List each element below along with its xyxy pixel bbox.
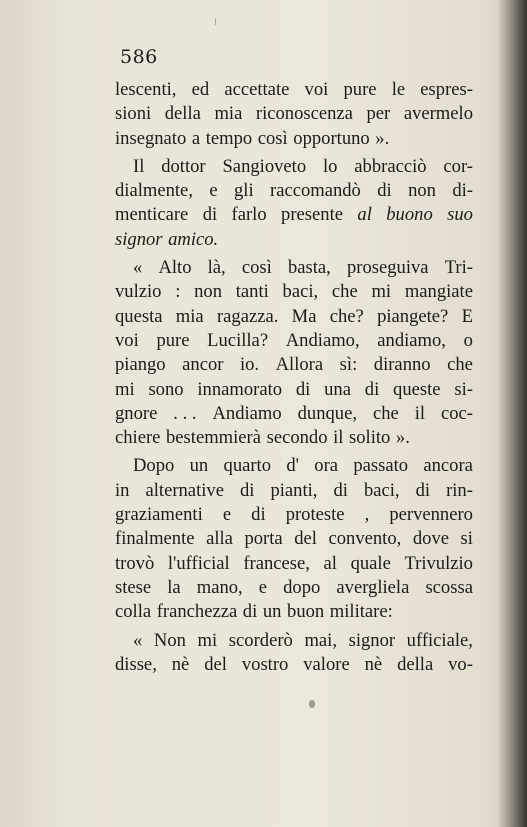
word: di	[242, 601, 258, 623]
word: mi	[115, 378, 135, 400]
word: buono	[386, 204, 433, 226]
word: dove	[412, 528, 449, 550]
text-line	[115, 280, 473, 304]
text-line	[115, 127, 473, 151]
word: mi	[371, 281, 392, 303]
word: chiere	[115, 427, 161, 449]
word: proseguiva	[346, 257, 429, 279]
word: di	[251, 504, 266, 526]
text-line	[115, 378, 473, 402]
word: Non	[153, 629, 186, 651]
word: bestemmierà	[166, 427, 261, 449]
word: così	[257, 127, 288, 149]
word: ».	[395, 427, 410, 449]
word: di	[239, 479, 255, 501]
word: avergliela	[336, 576, 410, 598]
word: «	[133, 629, 143, 651]
word: mano,	[196, 576, 243, 598]
word: graziamenti	[115, 504, 203, 526]
word: della	[164, 103, 201, 125]
word: piango	[115, 354, 166, 376]
word: dottor	[161, 155, 206, 177]
word: tempo	[205, 127, 253, 149]
margin-mark	[215, 18, 216, 25]
word: si-	[454, 378, 473, 400]
word: nè	[171, 653, 190, 675]
word: a	[191, 127, 201, 149]
word: opportuno	[293, 127, 370, 149]
word: militare:	[329, 601, 393, 623]
word: così	[241, 257, 272, 279]
word: e	[258, 576, 268, 598]
word: nè	[364, 653, 383, 675]
word: pianti,	[270, 479, 318, 501]
word: l'ufficial	[167, 552, 230, 574]
text-line	[115, 600, 473, 624]
word: innamorato	[197, 378, 283, 400]
word: che?	[329, 305, 364, 327]
word: cor-	[443, 155, 473, 177]
text-line	[115, 576, 473, 600]
text-line	[115, 503, 473, 527]
word: il	[414, 402, 426, 424]
word: ancora	[423, 455, 473, 477]
word: insegnato	[115, 127, 187, 149]
word: Andiamo,	[285, 329, 360, 351]
word: non	[408, 180, 436, 202]
word: al	[357, 204, 372, 226]
text-line	[115, 552, 473, 576]
word: mia	[214, 103, 243, 125]
word: ufficiale,	[406, 629, 473, 651]
text-line	[115, 179, 473, 203]
word: abbracciò	[354, 155, 427, 177]
word: rin-	[446, 479, 473, 501]
word: amico.	[168, 228, 219, 250]
page-number: 586	[120, 46, 158, 68]
word: baci,	[363, 479, 400, 501]
word: colla	[115, 601, 152, 623]
word: ancor	[182, 354, 224, 376]
word: di	[202, 204, 218, 226]
word: accettate	[224, 79, 290, 100]
word: io.	[239, 354, 260, 376]
word: buon	[287, 601, 325, 623]
word: sioni	[115, 103, 152, 125]
word: pure	[343, 79, 377, 100]
word: e	[222, 504, 232, 526]
word: andiamo,	[377, 329, 446, 351]
word: diranno	[373, 354, 431, 376]
text-line	[115, 479, 473, 503]
word: . . .	[173, 402, 197, 424]
word: per	[366, 103, 391, 125]
word: presente	[281, 204, 343, 226]
word: :	[175, 281, 181, 303]
text-line	[115, 155, 473, 179]
text-line	[115, 78, 473, 102]
word: là,	[207, 257, 226, 279]
word: vo-	[448, 653, 473, 675]
text-line	[115, 256, 473, 280]
word: signor	[115, 228, 163, 250]
word: disse,	[115, 653, 157, 675]
word: espres-	[420, 79, 473, 100]
text-line	[115, 329, 473, 353]
word: ,	[364, 504, 370, 526]
word: che	[331, 281, 358, 303]
word: trovò	[115, 552, 155, 574]
word: le	[391, 79, 406, 100]
word: del	[294, 528, 317, 550]
word: quale	[350, 552, 391, 574]
text-line	[115, 402, 473, 426]
word: raccomandò	[270, 180, 361, 202]
text-line	[115, 203, 473, 227]
word: tanti	[235, 281, 269, 303]
word: sono	[148, 378, 184, 400]
word: che	[372, 402, 399, 424]
word: del	[204, 653, 227, 675]
text-line	[115, 454, 473, 478]
text-line	[115, 228, 473, 252]
word: di-	[452, 180, 473, 202]
word: si	[460, 528, 473, 550]
text-line	[115, 305, 473, 329]
word: Ma	[291, 305, 317, 327]
word: secondo	[266, 427, 328, 449]
word: gnore	[115, 402, 158, 424]
word: e	[209, 180, 218, 202]
word: baci,	[282, 281, 319, 303]
word: o	[463, 329, 473, 351]
word: gli	[233, 180, 254, 202]
word: francese,	[243, 552, 310, 574]
ink-smudge	[309, 700, 315, 708]
word: Tri-	[444, 257, 473, 279]
word: finalmente	[115, 528, 195, 550]
word: una	[324, 378, 351, 400]
word: voi	[115, 329, 139, 351]
word: alternative	[145, 479, 224, 501]
word: mangiate	[404, 281, 473, 303]
word: la	[167, 576, 181, 598]
word: d'	[286, 455, 299, 477]
word: Andiamo	[212, 402, 282, 424]
word: piangete?	[377, 305, 449, 327]
word: solito	[349, 427, 391, 449]
word: passato	[353, 455, 409, 477]
word: ora	[314, 455, 339, 477]
word: Il	[133, 155, 145, 177]
word: vulzio	[115, 281, 162, 303]
word: queste	[393, 378, 441, 400]
text-line	[115, 653, 473, 677]
word: in	[115, 479, 130, 501]
word: stese	[115, 576, 152, 598]
word: un	[189, 455, 209, 477]
word: dunque,	[297, 402, 357, 424]
word: mai,	[304, 629, 337, 651]
word: scossa	[425, 576, 473, 598]
word: di	[415, 479, 431, 501]
word: mia	[175, 305, 204, 327]
word: dialmente,	[115, 180, 193, 202]
word: non	[194, 281, 223, 303]
word: di	[333, 479, 348, 501]
word: lescenti,	[115, 79, 177, 100]
text-line	[115, 102, 473, 126]
word: voi	[304, 79, 329, 100]
word: vostro	[241, 653, 289, 675]
word: di	[377, 180, 392, 202]
word: signor	[348, 629, 396, 651]
word: Lucilla?	[207, 329, 269, 351]
word: proteste	[285, 504, 345, 526]
word: porta	[244, 528, 283, 550]
word: questa	[115, 305, 163, 327]
text-line	[115, 353, 473, 377]
word: dopo	[283, 576, 321, 598]
word: che	[447, 354, 473, 376]
word: alla	[206, 528, 233, 550]
word: ».	[375, 127, 390, 149]
word: quarto	[223, 455, 272, 477]
word: mi	[197, 629, 218, 651]
word: suo	[447, 204, 473, 226]
word: lo	[322, 155, 338, 177]
word: avermelo	[403, 103, 473, 125]
body-text	[115, 78, 473, 677]
word: basta,	[287, 257, 331, 279]
word: Allora	[275, 354, 324, 376]
word: «	[133, 257, 143, 279]
word: Dopo	[133, 455, 175, 477]
word: ed	[191, 79, 210, 100]
word: pervennero	[389, 504, 473, 526]
word: di	[295, 378, 311, 400]
word: E	[461, 305, 473, 327]
word: il	[333, 427, 344, 449]
word: Sangioveto	[222, 155, 307, 177]
page-gutter-shadow	[497, 0, 527, 827]
word: di	[364, 378, 380, 400]
word: menticare	[115, 204, 189, 226]
word: un	[262, 601, 282, 623]
word: Alto	[158, 257, 192, 279]
word: riconoscenza	[255, 103, 353, 125]
word: ragazza.	[216, 305, 279, 327]
word: valore	[303, 653, 350, 675]
word: al	[323, 552, 337, 574]
word: farlo	[231, 204, 267, 226]
word: scorderò	[228, 629, 293, 651]
word: della	[397, 653, 434, 675]
text-line	[115, 527, 473, 551]
word: pure	[156, 329, 190, 351]
word: sì:	[339, 354, 358, 376]
text-line	[115, 629, 473, 653]
word: coc-	[440, 402, 473, 424]
word: Trivulzio	[404, 552, 473, 574]
text-line	[115, 426, 473, 450]
word: franchezza	[156, 601, 238, 623]
word: convento,	[328, 528, 402, 550]
